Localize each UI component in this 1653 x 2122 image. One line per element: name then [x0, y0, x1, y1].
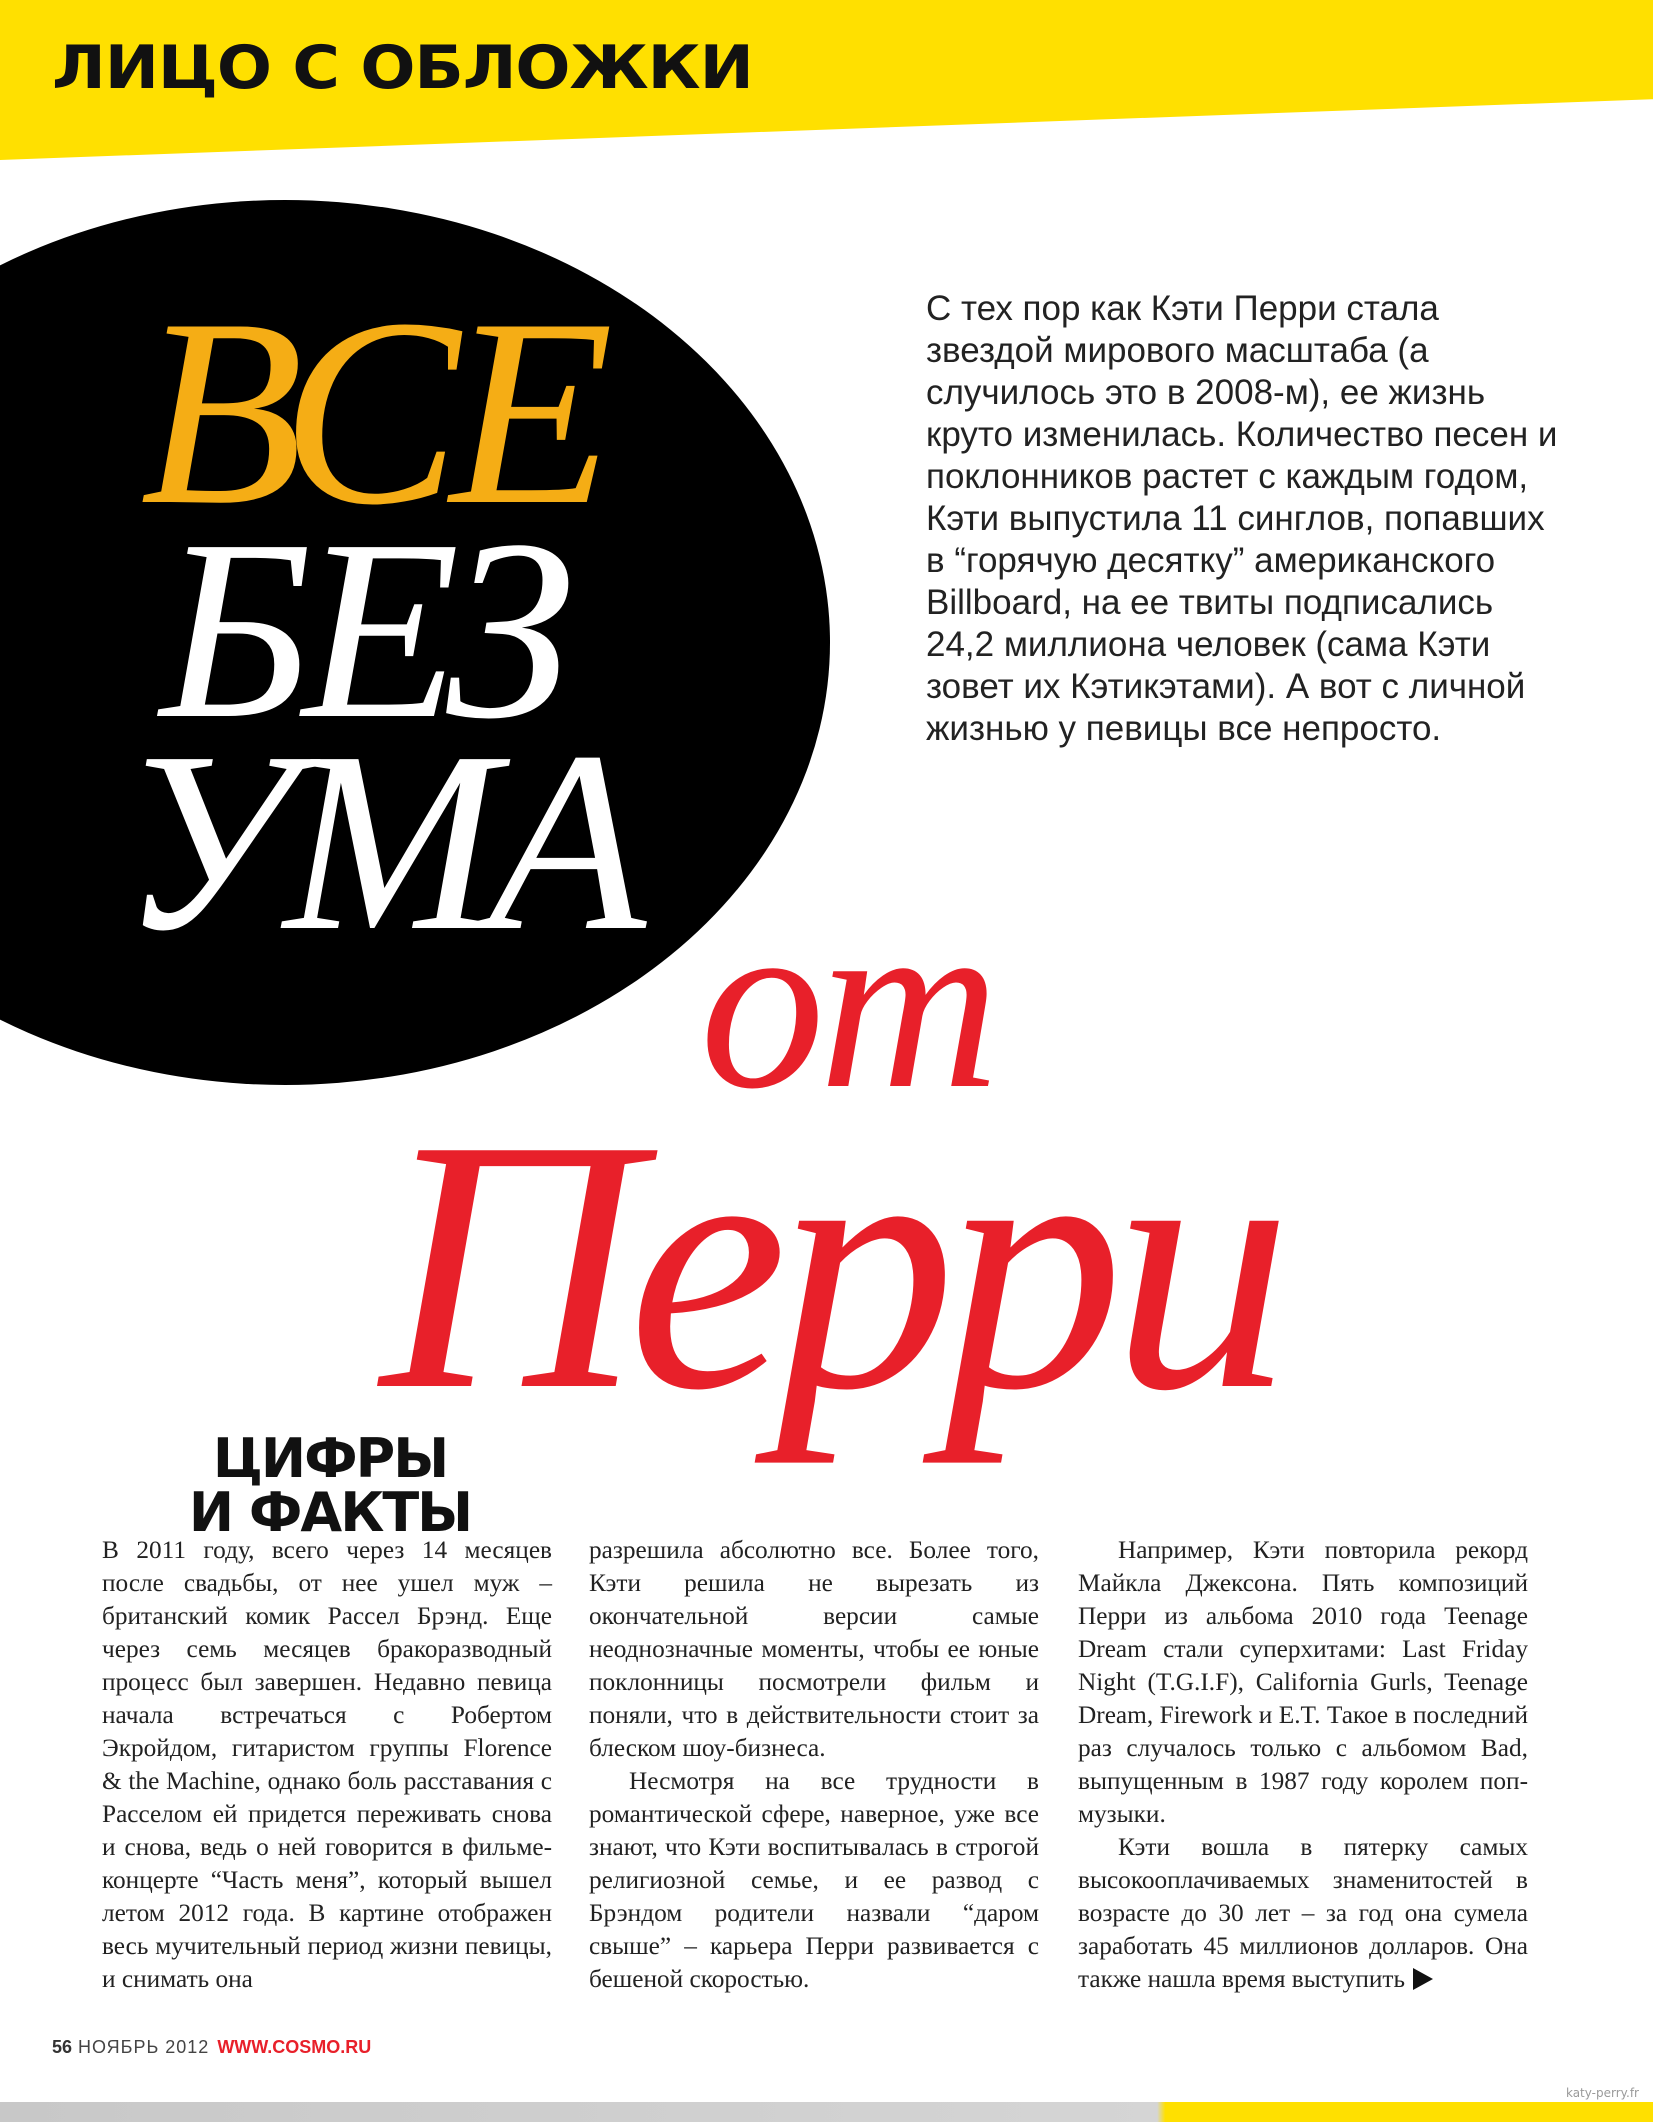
page-footer: [52, 2037, 371, 2058]
body-paragraph: В 2011 году, всего через 14 месяцев после свадьбы, от нее ушел муж – британский комик Рассел Брэнд. Еще через семь месяцев бракоразводный процесс был завершен. Недавно певица начала встречаться с Робертом Экройдом, гитаристом группы Florence & the Machine, однако боль расставания с Расселом ей придется переживать снова и снова, ведь о ней говорится в фильме-концерте “Часть меня”, который вышел летом 2012 года. В картине отображен весь мучительный период жизни певицы, и снимать она: [102, 1536, 552, 1993]
facts-heading: [150, 1427, 510, 1544]
headline-line-2: БЕЗ: [160, 486, 564, 772]
body-paragraph-last: [1078, 1831, 1528, 1996]
body-paragraph: разрешила абсолютно все. Более того, Кэти решила не вырезать из окончательной версии самые неоднозначные моменты, чтобы ее юные поклонницы посмотрели фильм и поняли, что в действительности стоит за блеском шоу-бизнеса.: [589, 1536, 1039, 1762]
body-column-1: [102, 1534, 552, 1996]
body-paragraph: Несмотря на все трудности в романтической сфере, наверное, уже все знают, что Кэти воспитывалась в строгой религиозной семье, и ее развод с Брэндом родители назвали “даром свыше” – карьера Перри развивается с бешеной скоростью.: [589, 1767, 1039, 1993]
body-paragraph-text: Кэти вошла в пятерку самых высокооплачиваемых знаменитостей в возрасте до 30 лет – за год она сумела заработать 45 миллионов долларов. Она также нашла время выступить: [1078, 1833, 1528, 1993]
headline-line-5: Перри: [380, 1065, 1280, 1464]
headline-line-1: ВСЕ: [140, 263, 604, 560]
section-label: ЛИЦО С ОБЛОЖКИ: [52, 33, 753, 103]
page-number: 56: [52, 2037, 73, 2057]
body-paragraph: Например, Кэти повторила рекорд Майкла Джексона. Пять композиций Перри из альбома 2010 года Teenage Dream стали суперхитами: Last Friday Night (T.G.I.F), California Gurls, Teenage Dream, Firework и E.T. Такое в последний раз случалось только с альбомом Bad, выпущенным в 1987 году королем поп-музыки.: [1078, 1536, 1528, 1828]
headline-line-3: УМА: [120, 698, 637, 984]
facts-heading-line-2: И ФАКТЫ: [188, 1481, 472, 1544]
headline-line-4: от: [700, 864, 994, 1141]
website-link[interactable]: WWW.COSMO.RU: [217, 2037, 372, 2057]
watermark: katy-perry.fr: [1565, 2086, 1639, 2100]
body-column-3: [1078, 1534, 1528, 1996]
intro-paragraph: С тех пор как Кэти Перри стала звездой мирового масштаба (а случилось это в 2008-м), ее жизнь круто изменилась. Количество песен и поклонников растет с каждым годом, Кэти выпустила 11 синглов, попавших в “горячую десятку” американского Billboard, на ее твиты подписались 24,2 миллиона человек (сама Кэти зовет их Кэтикэтами). А вот с личной жизнью у певицы все непросто.: [926, 289, 1558, 748]
body-column-2: [589, 1534, 1039, 1996]
bottom-strip: [0, 2102, 1653, 2122]
facts-heading-line-1: ЦИФРЫ: [212, 1427, 448, 1490]
issue-date: НОЯБРЬ 2012: [78, 2037, 210, 2057]
continue-arrow-icon: [1413, 1968, 1433, 1990]
